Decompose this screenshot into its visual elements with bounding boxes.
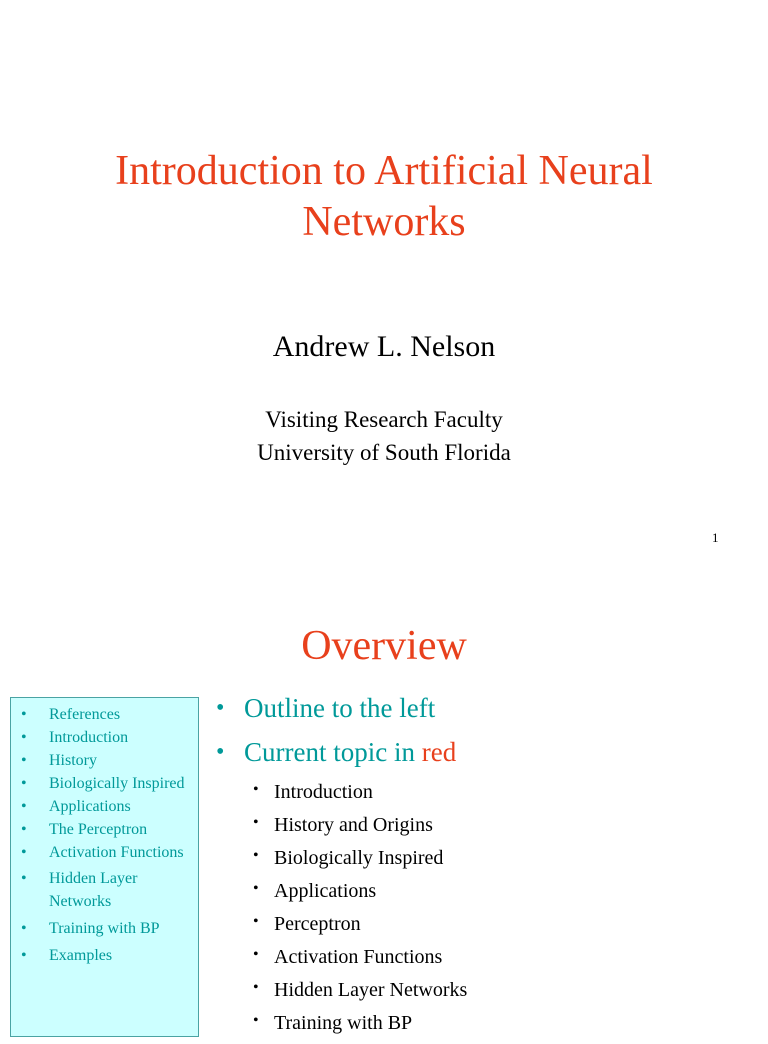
outline-item: • Examples [11, 944, 198, 967]
title-line-1: Introduction to Artificial Neural [115, 148, 653, 194]
topic-item: • Hidden Layer Networks [214, 978, 754, 1002]
author-name: Andrew L. Nelson [272, 330, 496, 363]
topic-item: • Activation Functions [214, 945, 754, 969]
overview-bullets [214, 692, 754, 1044]
outline-list [11, 698, 198, 967]
slide-2 [0, 576, 768, 1034]
title-line-2: Networks [302, 199, 466, 245]
outline-item: • History [11, 752, 198, 770]
page-number: 1 [712, 530, 719, 545]
bullet-current-topic-text: Current topic in [244, 737, 422, 767]
outline-item: • Training with BP [11, 917, 198, 940]
outline-item: • Introduction [11, 729, 198, 747]
bullet-current-topic [214, 736, 754, 768]
outline-item: • Activation Functions [11, 844, 198, 862]
affiliation-line-2: University of South Florida [257, 440, 511, 465]
affiliation [0, 403, 768, 469]
outline-item: • The Perceptron [11, 821, 198, 839]
outline-item: • Hidden Layer Networks [11, 867, 198, 913]
outline-item: • Applications [11, 798, 198, 816]
slide-title: Overview [301, 623, 467, 669]
slide-title [0, 146, 768, 248]
topic-item: • Introduction [214, 780, 754, 804]
topic-list [214, 780, 754, 1035]
topic-item: • Training with BP [214, 1011, 754, 1035]
highlight-red-word: red [421, 737, 457, 767]
affiliation-line-1: Visiting Research Faculty [265, 407, 503, 432]
bullet-outline: • Outline to the left [214, 692, 754, 724]
topic-item: • History and Origins [214, 813, 754, 837]
outline-item: • Biologically Inspired [11, 775, 198, 793]
topic-item: • Biologically Inspired [214, 846, 754, 870]
outline-item: • References [11, 706, 198, 724]
outline-panel [10, 697, 199, 1037]
topic-item: • Applications [214, 879, 754, 903]
topic-item: • Perceptron [214, 912, 754, 936]
